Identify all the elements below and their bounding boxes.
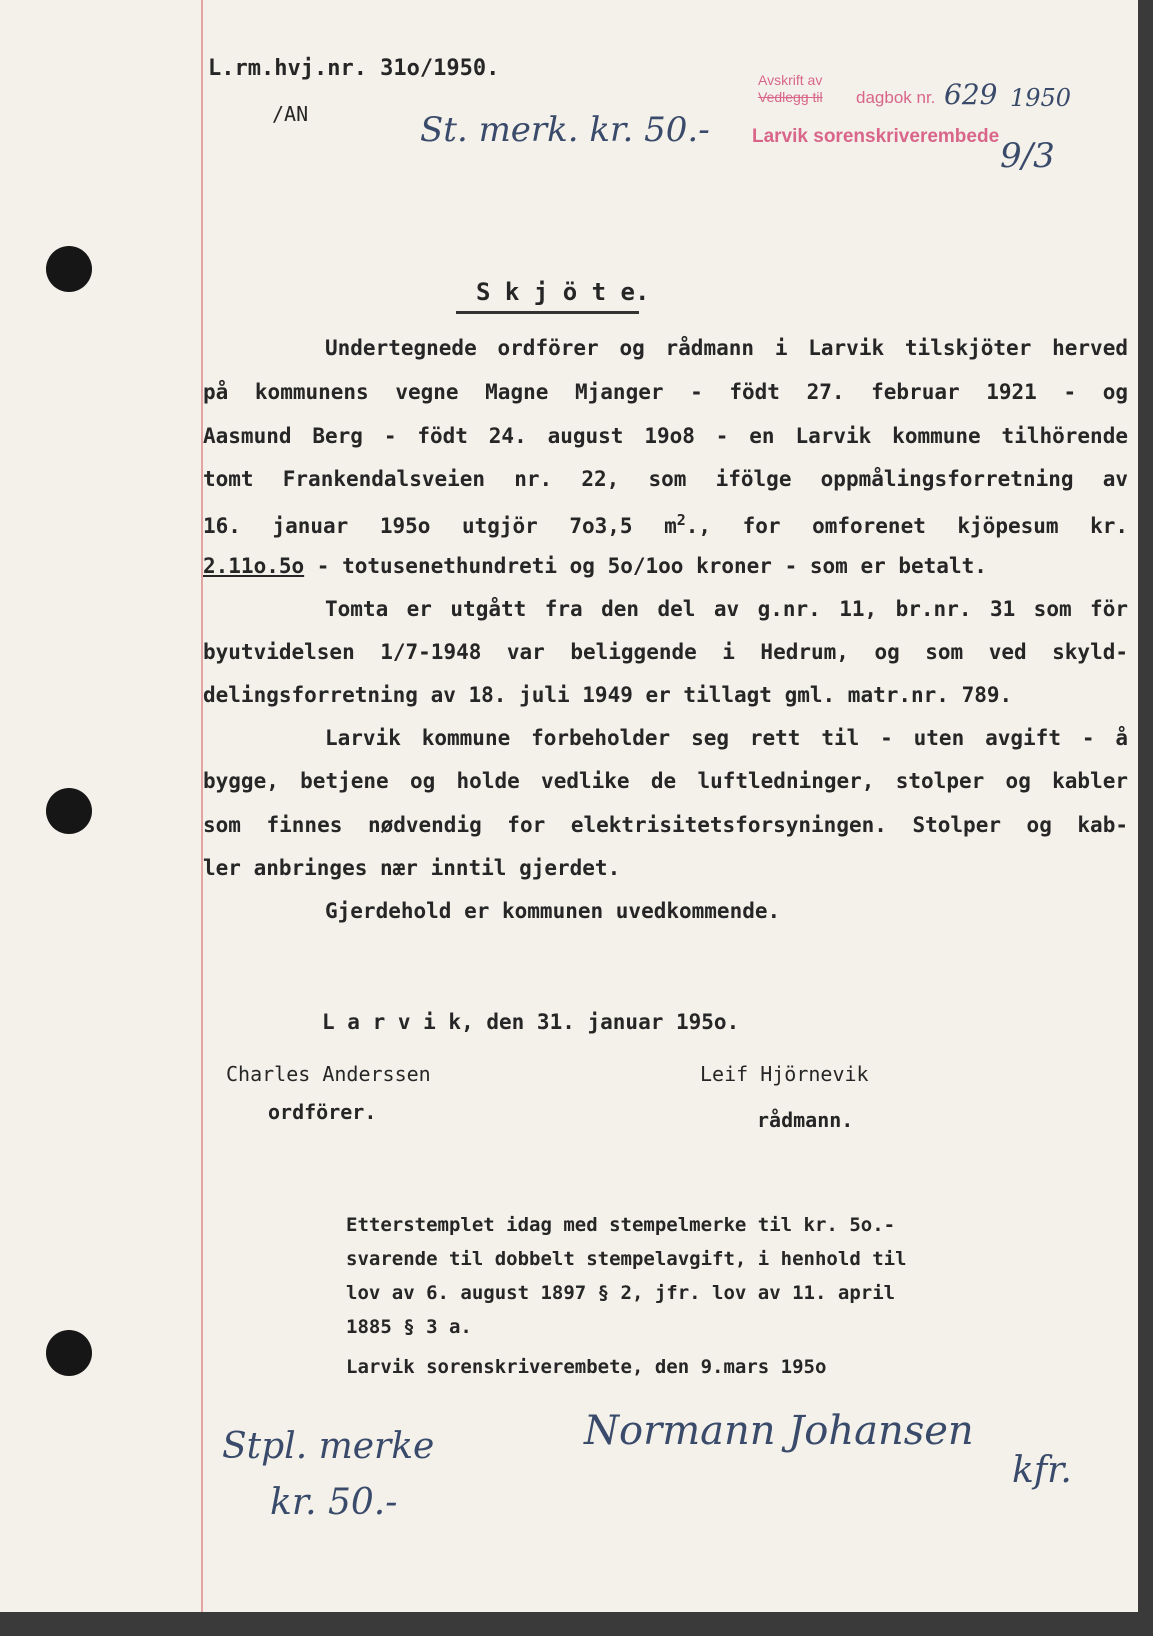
- handwritten-stamp-amount: kr. 50.-: [270, 1482, 398, 1523]
- body-line: ler anbringes nær inntil gjerdet.: [203, 856, 621, 880]
- handwritten-signature: Normann Johansen: [584, 1408, 974, 1454]
- stamp-line-2: Vedlegg til: [758, 89, 823, 105]
- area-text-rest: ., for omforenet kjöpesum kr.: [685, 514, 1128, 538]
- endorsement-line: Etterstemplet idag med stempelmerke til kr. 5o.-: [346, 1214, 896, 1236]
- body-line: Aasmund Berg - födt 24. august 19o8 - en Larvik kommune tilhörende: [203, 424, 1128, 448]
- body-line: Tomta er utgått fra den del av g.nr. 11, br.nr. 31 som för: [325, 597, 1128, 621]
- body-line: tomt Frankendalsveien nr. 22, som ifölge oppmålingsforretning av: [203, 467, 1128, 491]
- margin-line: [201, 0, 203, 1612]
- body-line: Gjerdehold er kommunen uvedkommende.: [325, 899, 781, 923]
- body-line: bygge, betjene og holde vedlike de luftledninger, stolper og kabler: [203, 769, 1128, 793]
- endorsement-office-date: Larvik sorenskriverembete, den 9.mars 195o: [346, 1356, 827, 1378]
- signatory-name: Leif Hjörnevik: [700, 1062, 869, 1086]
- stamp-fee-note: St. merk. kr. 50.-: [420, 110, 710, 150]
- handwritten-initials: kfr.: [1012, 1450, 1072, 1491]
- document-title: S k j ö t e.: [476, 278, 650, 306]
- body-line: delingsforretning av 18. juli 1949 er tillagt gml. matr.nr. 789.: [203, 683, 1013, 707]
- handwritten-stamp-note: Stpl. merke: [222, 1426, 435, 1467]
- punch-hole: [46, 246, 92, 292]
- initials: /AN: [272, 102, 309, 126]
- stamp-line-1: Avskrift av: [758, 72, 823, 88]
- body-line: som finnes nødvendig for elektrisitetsforsyningen. Stolper og kab-: [203, 813, 1128, 837]
- area-superscript: 2: [676, 511, 686, 529]
- purchase-amount: 2.11o.5o: [203, 554, 305, 578]
- area-text: 16. januar 195o utgjör 7o3,5 m: [203, 514, 677, 538]
- body-line: byutvidelsen 1/7-1948 var beliggende i Hedrum, og som ved skyld-: [203, 640, 1128, 664]
- place-date: L a r v i k, den 31. januar 195o.: [322, 1010, 740, 1034]
- punch-hole: [46, 1330, 92, 1376]
- punch-hole: [46, 788, 92, 834]
- signatory-name: Charles Anderssen: [226, 1062, 431, 1086]
- stamp-dagbok-label: dagbok nr.: [856, 88, 936, 107]
- body-line: Larvik kommune forbeholder seg rett til - uten avgift - å: [325, 726, 1128, 750]
- title-underline: [456, 311, 639, 314]
- endorsement-line: svarende til dobbelt stempelavgift, i henhold til: [346, 1248, 907, 1270]
- signatory-role: ordförer.: [268, 1100, 377, 1124]
- body-line: Undertegnede ordförer og rådmann i Larvik tilskjöter herved: [325, 336, 1128, 360]
- area-line: [203, 511, 1128, 545]
- signatory-role: rådmann.: [757, 1108, 854, 1132]
- stamp-dagbok-number: 629: [944, 78, 998, 111]
- price-line: [203, 554, 1128, 588]
- body-line: på kommunens vegne Magne Mjanger - födt 27. februar 1921 - og: [203, 380, 1128, 404]
- price-text: - totusenethundreti og 5o/1oo kroner - som er betalt.: [304, 554, 987, 578]
- endorsement-line: 1885 § 3 a.: [346, 1316, 472, 1338]
- endorsement-line: lov av 6. august 1897 § 2, jfr. lov av 11. april: [346, 1282, 896, 1304]
- stamp-office: Larvik sorenskriverembede: [752, 126, 1000, 147]
- stamp-date: 9/3: [1000, 136, 1055, 176]
- reference-number: L.rm.hvj.nr. 31o/1950.: [208, 56, 500, 81]
- stamp-year: 1950: [1010, 84, 1072, 112]
